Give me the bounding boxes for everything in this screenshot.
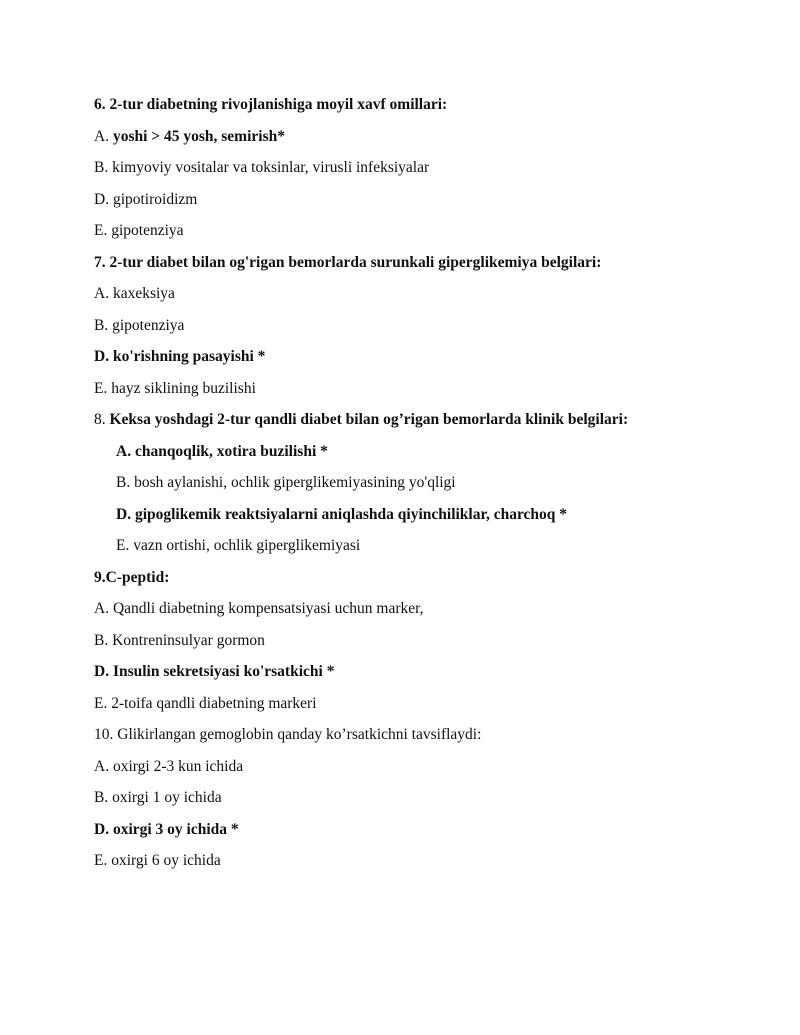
question-6-option-a [94,127,285,147]
question-9-title: 9.C-peptid: [94,569,170,586]
question-10-option-a: A. oxirgi 2-3 kun ichida [94,758,244,775]
question-6-option-d: D. gipotiroidizm [94,191,198,208]
question-8-option-e: E. vazn ortishi, ochlik giperglikemiyasi [116,537,361,554]
question-9-option-b: B. Kontreninsulyar gormon [94,632,265,649]
question-7-option-e: E. hayz siklining buzilishi [94,380,256,397]
question-7-option-a: A. kaxeksiya [94,285,175,302]
question-10-option-d: D. oxirgi 3 oy ichida * [94,821,239,838]
question-9-option-d: D. Insulin sekretsiyasi ko'rsatkichi * [94,663,335,680]
option-text: yoshi > 45 yosh, semirish* [112,128,285,145]
question-8-option-b: B. bosh aylanishi, ochlik giperglikemiyasining yo'qligi [116,474,456,491]
question-10-option-e: E. oxirgi 6 oy ichida [94,852,221,869]
question-8-text: Keksa yoshdagi 2-tur qandli diabet bilan og’rigan bemorlarda klinik belgilari: [109,411,629,428]
question-9-option-a: A. Qandli diabetning kompensatsiyasi uchun marker, [94,600,424,617]
question-10-option-b: B. oxirgi 1 oy ichida [94,789,222,806]
question-8-title [94,410,628,430]
question-7-option-b: B. gipotenziya [94,317,185,334]
question-6-title: 6. 2-tur diabetning rivojlanishiga moyil xavf omillari: [94,96,448,113]
question-6-option-e: E. gipotenziya [94,222,184,239]
question-8-option-a: A. chanqoqlik, xotira buzilishi * [116,443,328,460]
question-7-title: 7. 2-tur diabet bilan og'rigan bemorlarda surunkali giperglikemiya belgilari: [94,254,602,271]
question-10-title: 10. Glikirlangan gemoglobin qanday ko’rsatkichni tavsiflaydi: [94,726,482,743]
question-6-option-b: B. kimyoviy vositalar va toksinlar, virusli infeksiyalar [94,159,430,176]
question-9-option-e: E. 2-toifa qandli diabetning markeri [94,695,317,712]
question-7-option-d: D. ko'rishning pasayishi * [94,348,266,365]
option-prefix: A. [94,128,113,145]
question-8-option-d: D. gipoglikemik reaktsiyalarni aniqlashda qiyinchiliklar, charchoq * [116,506,568,523]
question-8-number: 8. [94,411,110,428]
